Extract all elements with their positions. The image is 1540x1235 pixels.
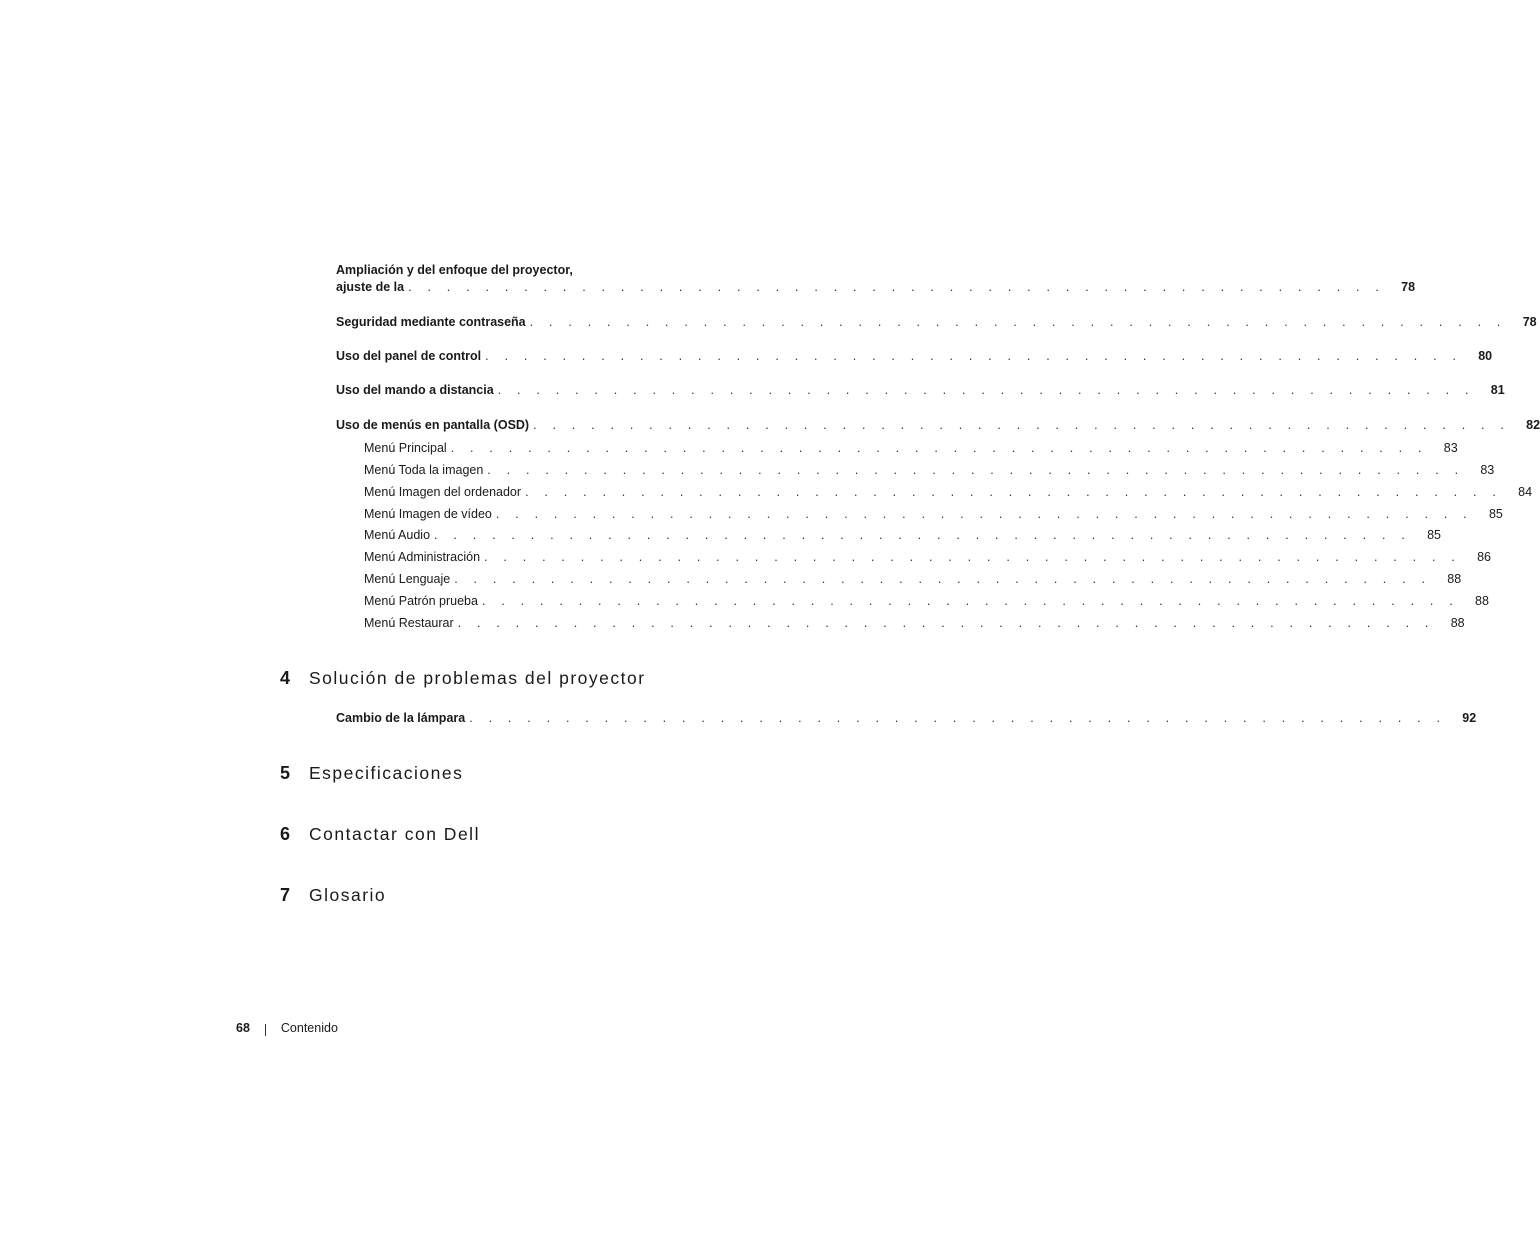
toc-entry-title-line1: Ampliación y del enfoque del proyector,	[336, 263, 573, 277]
toc-subentry	[364, 615, 1465, 632]
toc-subentry-page: 84	[1518, 485, 1533, 499]
dot-leader: . . . . . . . . . . . . . . . . . . . . . . . . . . . . . . . . . . . . . . . . . . . . . . . . . . .	[454, 572, 1432, 586]
toc-subentry	[364, 440, 1458, 457]
toc-subentry-page: 85	[1488, 507, 1503, 521]
dot-leader: . . . . . . . . . . . . . . . . . . . . . . . . . . . . . . . . . . . . . . . . . . . . . . . . . . .	[450, 441, 1428, 455]
chapter-number: 5	[280, 763, 291, 783]
toc-entry-page: 82	[1526, 418, 1540, 432]
dot-leader: . . . . . . . . . . . . . . . . . . . . . . . . . . . . . . . . . . . . . . . . . . . . . . . . . . .	[525, 485, 1503, 499]
toc-entry-title: Uso del panel de control	[336, 349, 482, 363]
toc-subentry	[364, 549, 1491, 566]
toc-entry-remote	[336, 382, 1505, 399]
toc-subentry-title: Menú Imagen del ordenador	[364, 485, 522, 499]
toc-subentry	[364, 506, 1503, 523]
dot-leader: . . . . . . . . . . . . . . . . . . . . . . . . . . . . . . . . . . . . . . . . . . . . . . . . . . .	[529, 315, 1507, 329]
toc-subentry-page: 85	[1427, 528, 1441, 542]
toc-entry-osd	[336, 417, 1540, 434]
chapter-heading-4	[280, 668, 646, 689]
toc-subentry-page: 88	[1447, 572, 1462, 586]
toc-subentry-title: Menú Lenguaje	[364, 572, 451, 586]
toc-subentry	[364, 462, 1495, 479]
dot-leader: . . . . . . . . . . . . . . . . . . . . . . . . . . . . . . . . . . . . . . . . . . . . . . . . . . .	[497, 383, 1475, 397]
chapter-title: Solución de problemas del proyector	[309, 668, 646, 688]
toc-subentry-title: Menú Toda la imagen	[364, 463, 484, 477]
dot-leader: . . . . . . . . . . . . . . . . . . . . . . . . . . . . . . . . . . . . . . . . . . . . . . . . . . .	[533, 418, 1511, 432]
dot-leader: . . . . . . . . . . . . . . . . . . . . . . . . . . . . . . . . . . . . . . . . . . . . . . . . . . .	[484, 550, 1461, 564]
toc-subentry	[364, 571, 1462, 588]
toc-entry-title: Uso del mando a distancia	[336, 383, 494, 397]
toc-subentry	[364, 527, 1441, 544]
chapter-title: Glosario	[309, 885, 387, 905]
dot-leader: . . . . . . . . . . . . . . . . . . . . . . . . . . . . . . . . . . . . . . . . . . . . . . . . . . .	[469, 711, 1447, 725]
dot-leader: . . . . . . . . . . . . . . . . . . . . . . . . . . . . . . . . . . . . . . . . . . . . . . . . . . .	[434, 528, 1411, 542]
toc-entry-page: 92	[1462, 711, 1477, 725]
chapter-number: 6	[280, 824, 291, 844]
chapter-heading-6	[280, 824, 480, 845]
toc-entry-zoom-focus	[336, 262, 1416, 296]
footer-page-number: 68	[236, 1021, 250, 1035]
page-footer	[236, 1020, 338, 1036]
toc-subentry-title: Menú Imagen de vídeo	[364, 507, 492, 521]
toc-subentry-page: 83	[1443, 441, 1458, 455]
chapter-heading-7	[280, 885, 386, 906]
toc-entry-page: 80	[1478, 349, 1493, 363]
dot-leader: . . . . . . . . . . . . . . . . . . . . . . . . . . . . . . . . . . . . . . . . . . . . . . . . . . .	[485, 349, 1463, 363]
chapter-heading-5	[280, 763, 463, 784]
chapter-number: 7	[280, 885, 291, 905]
toc-entry-page: 78	[1401, 280, 1416, 294]
toc-subentry-page: 86	[1477, 550, 1491, 564]
toc-subentry	[364, 484, 1533, 501]
toc-entry-title: Seguridad mediante contraseña	[336, 315, 526, 329]
toc-subentry-title: Menú Restaurar	[364, 616, 454, 630]
toc-subentry-page: 88	[1450, 616, 1465, 630]
footer-section-name: Contenido	[280, 1021, 338, 1035]
toc-subentry-title: Menú Audio	[364, 528, 431, 542]
toc-entry-page: 78	[1522, 315, 1537, 329]
toc-subentry-page: 83	[1480, 463, 1495, 477]
chapter-title: Especificaciones	[309, 763, 464, 783]
footer-separator	[265, 1024, 266, 1036]
toc-subentry-title: Menú Patrón prueba	[364, 594, 478, 608]
dot-leader: . . . . . . . . . . . . . . . . . . . . . . . . . . . . . . . . . . . . . . . . . . . . . . . . . . .	[408, 280, 1386, 294]
toc-subentry-page: 88	[1475, 594, 1489, 608]
toc-entry-control-panel	[336, 348, 1493, 365]
toc-entry-title: Uso de menús en pantalla (OSD)	[336, 418, 530, 432]
toc-entry-title: Cambio de la lámpara	[336, 711, 466, 725]
toc-entry-title: ajuste de la	[336, 280, 405, 294]
toc-entry-password	[336, 314, 1537, 331]
dot-leader: . . . . . . . . . . . . . . . . . . . . . . . . . . . . . . . . . . . . . . . . . . . . . . . . . . .	[495, 507, 1473, 521]
toc-subentry-title: Menú Administración	[364, 550, 481, 564]
toc-entry-lamp	[336, 710, 1477, 727]
dot-leader: . . . . . . . . . . . . . . . . . . . . . . . . . . . . . . . . . . . . . . . . . . . . . . . . . . .	[481, 594, 1459, 608]
chapter-number: 4	[280, 668, 291, 688]
dot-leader: . . . . . . . . . . . . . . . . . . . . . . . . . . . . . . . . . . . . . . . . . . . . . . . . . . .	[487, 463, 1465, 477]
chapter-title: Contactar con Dell	[309, 824, 480, 844]
toc-entry-page: 81	[1490, 383, 1505, 397]
dot-leader: . . . . . . . . . . . . . . . . . . . . . . . . . . . . . . . . . . . . . . . . . . . . . . . . . . .	[457, 616, 1435, 630]
toc-subentry	[364, 593, 1489, 610]
toc-subentry-title: Menú Principal	[364, 441, 447, 455]
